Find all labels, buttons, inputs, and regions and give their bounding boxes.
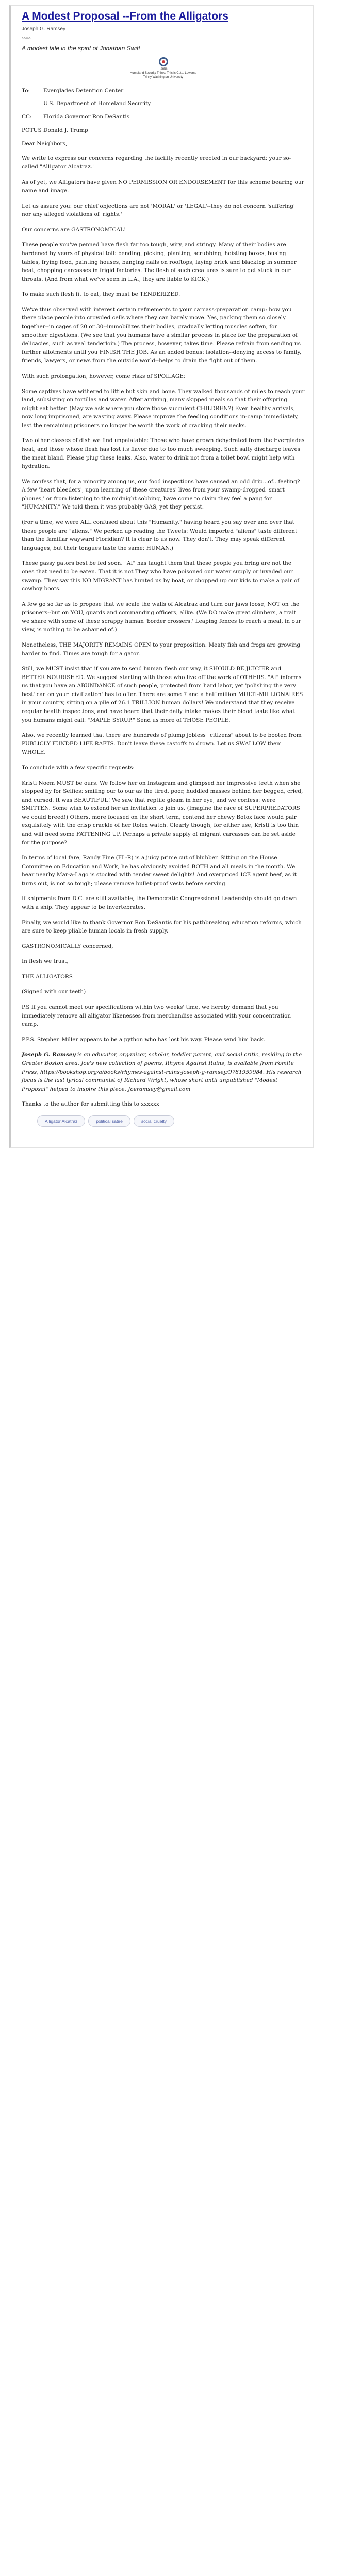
paragraph: These people you've penned have flesh far too tough, wiry, and stringy. Many of their bodies are hardened by years of physical toil: bending, picking, planting, scrubbing, hoisting boxes, busing tables, frying food, painting houses, banging nails on rooftops, laying brick and blacktop in summer heat, chopping carcasses in frigid factories. The flesh of such creatures is sure to get stuck in our throats. (And from what we've seen in L.A., they are liable to KICK.) [22,242,297,282]
paragraph: Our concerns are GASTRONOMICAL! [22,226,126,233]
paragraph: THE ALLIGATORS [22,973,73,980]
logo-line-1: Tanbs [159,67,168,71]
tag-pill[interactable]: political satire [88,1115,130,1127]
paragraph: With such prolongation, however, come risks of SPOILAGE: [22,372,186,379]
author-bio [22,1050,305,1093]
paragraph: If shipments from D.C. are still available, the Democratic Congressional Leadership should go down with a ship. They appear to be invertebrates. [22,895,297,911]
logo-line-2: Homeland Security Thinks This is Cute. Lowerce [129,72,197,75]
paragraph: A few go so far as to propose that we scale the walls of Alcatraz and turn our jaws loose, NOT on the prisoners--but on YOU, guards and commanding officers, alike. (We DO make great climbers, a trait we share with some of these scrappy human 'border crossers.' Leaping fences to reach a meal, in our view, is nothing to be ashamed of.) [22,601,301,633]
paragraph: To conclude with a few specific requests: [22,764,135,771]
cc-row [22,113,305,122]
seal-icon [157,56,170,67]
author-bio-text: is an educator, organizer, scholar, toddler parent, and social critic, residing in the Greater Boston area. Joe's new collection of poems, Rhyme Against Ruins, is available from Fomite Press, https://bookshop.org/a/books/rhymes-against-ruins-joseph-g-ramsey/9781959984. His research focus is the last lyrical communist of Richard Wright, whose short until unpublished "Modest Proposal" helped to inspire this piece. Joeramsey@gmail.com [22,1052,302,1092]
paragraph: Two other classes of dish we find unpalatable: Those who have grown dehydrated from the Everglades heat, and those whose flesh has lost its flavor due to too much sweeping. Such salty discharge leaves the meat bland. Please plug these leaks. Also, water to drink not from a toilet bowl might help with hydration. [22,437,305,470]
paragraph: In flesh we trust, [22,958,69,965]
cc-label: CC: [22,114,32,121]
article-byline: Joseph G. Ramsey [22,26,66,32]
article-subtitle: A modest tale in the spirit of Jonathan Swift [22,45,140,53]
paragraph: We write to express our concerns regarding the facility recently erected in our backyard: your so-called "Alligator Alcatraz." [22,155,291,170]
article-card [9,5,314,1148]
paragraph: Thanks to the author for submitting this to xxxxxx [22,1101,159,1108]
paragraph: Also, we recently learned that there are hundreds of plump jobless "citizens" about to be booted from PUBLICLY FUNDED LIFE RAFTS. Don't leave these castoffs to drown. Let us SWALLOW them WHOLE. [22,732,302,756]
tag-pill[interactable]: Alligator Alcatraz [37,1115,85,1127]
author-bio-name: Joseph G. Ramsey [22,1052,76,1058]
paragraph: (For a time, we were ALL confused about this "Humanity," having heard you say over and over that these people are "aliens." We perked up reading the Tweets: Would imported "aliens" taste different than the familiar wayward Floridian? It is clear to us now. They don't. They may speak different languages, but their tongues taste the same: HUMAN.) [22,519,298,551]
paragraph: These gassy gators best be fed soon. "AI" has taught them that these people you bring are not the ones that need to be eaten. That it is not They who have poisoned our water supply or invaded our swamp. They say this NO MIGRANT has hunted us by boat, or chopped up our kids to make a pair of cowboy boots. [22,560,300,592]
paragraph: Nonetheless, THE MAJORITY REMAINS OPEN to your proposition. Meaty fish and frogs are growing harder to find. Times are tough for a gator. [22,641,301,657]
paragraph: P.S If you cannot meet our specifications within two weeks' time, we hereby demand that you immediately remove all alligator likenesses from merchandise associated with your concentration camp. [22,1004,291,1028]
greeting: Dear Neighbors, [22,140,68,147]
paragraph: Let us assure you: our chief objections are not 'MORAL' or 'LEGAL'--they do not concern 'suffering' nor any alleged violations of 'rights.' [22,202,295,218]
paragraph: We've thus observed with interest certain refinements to your carcass-preparation camp: how you there place people into crowded cells where they can barely move. Yes, packing them so closely together--in cages of 20 or 30--immobilizes their bodies, gradually letting muscles soften, for smoother digestions. (We see that you humans have a similar process in place for the preparation of delicacies, such as veal tenderloin.) The process, however, takes time. Please refrain from sending us further allotments until you FINISH THE JOB. As an added bonus: isolation--denying access to family, friends, lawyers, or news from the outside world--helps to drain the fight out of them. [22,306,302,364]
article-title[interactable]: A Modest Proposal --From the Alligators [22,10,228,22]
paragraph: In terms of local fare, Randy Fine (FL-R) is a juicy prime cut of blubber. Sitting on the House Committee on Education and Work, he has obviously avoided BOTH and all meals in the month. We hear nearby Mar-a-Lago is stocked with tender sweet delights! And overpriced ICE agent beef, as it turns out, is not so tough; please remove bullet-proof vests before serving. [22,855,297,887]
tag-list [22,1115,305,1127]
paragraph: We confess that, for a minority among us, our food inspections have caused an odd drip...of...feeling? A few 'heart bleeders', upon learning of these creatures' lives from your swamp-dropped 'smart phones,' or from listening to the midnight sobbing, have come to claim they feel a pang for "HUMANITY." We told them it was probably GAS, yet they persist. [22,478,300,511]
potus-row [22,127,305,135]
to-value [43,87,151,109]
paragraph: P.P.S. Stephen Miller appears to be a python who has lost his way. Please send him back. [22,1036,265,1043]
homeland-security-logo [109,56,218,79]
paragraph: As of yet, we Alligators have given NO PERMISSION OR ENDORSEMENT for this scheme bearing our name and image. [22,179,304,194]
source-mark: xxxxx [22,36,31,40]
logo-line-3: Trinity Washington University [143,75,184,79]
paragraph: Still, we MUST insist that if you are to send human flesh our way, it SHOULD BE JUICIER and BETTER NOURISHED. We suggest starting with those who live off the work of OTHERS. "AI" informs us that you have an ABUNDANCE of such people, protected from hard labor, yet 'polishing the very best' carton your 'civilization' has to offer. There are some 7 and a half million MULTI-MILLIONAIRES in your country, sitting on a pile of 26.1 TRILLION human dollars! We understand that they receive regular health inspections, and have heard that their daily intake makes their blood taste like what you humans might call: "MAPLE SYRUP." Send us more of THOSE PEOPLE. [22,666,303,723]
paragraph: Kristi Noem MUST be ours. We follow her on Instagram and glimpsed her impressive teeth when she stopped by for Selfies: smiling our to our as the tired, poor, huddled masses behind her begged, cried, and cursed. It was BEAUTIFUL! We saw that reptile gleam in her eye, and we confess: were SMITTEN. Some wish to extend her an invitation to join us. (Imagine the race of SUPERPREDATORS we could breed!) Others, more focused on the short term, contend her chewy Botox face would pair exquisitely with the crisp crackle of her Rolex watch. Clearly though, for either use, Kristi is too thin and will need some FATTENING UP. Perhaps a private supply of migrant carcasses can be set aside for the purpose? [22,779,303,846]
paragraph: GASTRONOMICALLY concerned, [22,943,113,950]
potus-line: POTUS Donald J. Trump [22,127,88,133]
paragraph: (Signed with our teeth) [22,989,86,995]
to-line-1: Everglades Detention Center [43,87,124,94]
paragraph: To make such flesh fit to eat, they must be TENDERIZED. [22,291,180,298]
to-line-2: U.S. Department of Homeland Security [43,100,151,107]
memo-header [22,87,305,148]
cc-value: Florida Governor Ron DeSantis [43,114,130,121]
to-row [22,87,305,109]
paragraph: Finally, we would like to thank Governor Ron DeSantis for his pathbreaking education reforms, which are sure to keep pliable human locals in fresh supply. [22,919,302,935]
to-label: To: [22,87,30,94]
paragraph: Some captives have withered to little but skin and bone. They walked thousands of miles to reach your land, subsisting on tortillas and water. After arriving, many skipped meals so that their offspring might eat better. (May we ask where you store those succulent CHILDREN?) Even healthy arrivals, now long imprisoned, are wasting away. Please improve the feeding conditions in-camp immediately, lest the remaining prisoners no longer be worth the work of cracking their necks. [22,388,305,429]
tag-pill[interactable]: social cruelty [134,1115,174,1127]
